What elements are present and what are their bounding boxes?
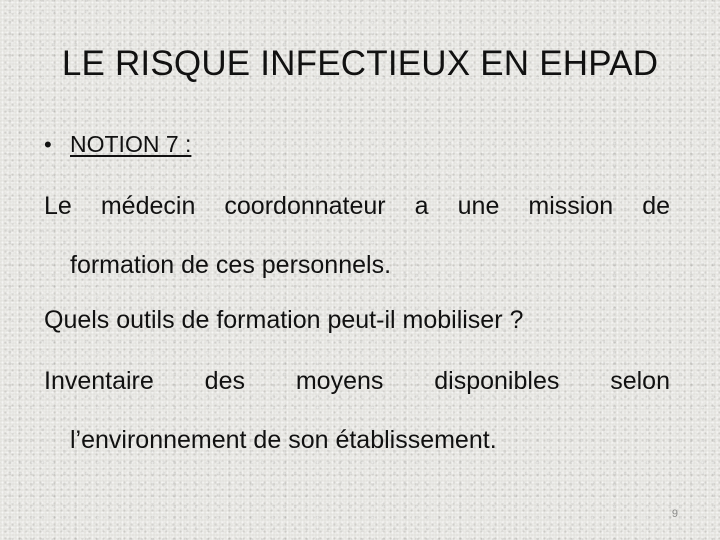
- page-number: 9: [671, 508, 678, 520]
- paragraph-mission: [44, 177, 670, 295]
- paragraph-inventory-line-1: Inventaire des moyens disponibles selon: [44, 367, 670, 395]
- paragraph-mission-line-2: formation de ces personnels.: [70, 251, 392, 279]
- paragraph-inventory: [44, 352, 670, 470]
- slide-title: LE RISQUE INFECTIEUX EN EHPAD: [61, 44, 659, 83]
- bullet-icon: •: [44, 132, 52, 157]
- notion-label: NOTION 7 :: [70, 131, 192, 157]
- paragraph-inventory-line-2: l’environnement de son établissement.: [70, 426, 497, 454]
- paragraph-question: [44, 291, 670, 350]
- bullet-item: [44, 131, 191, 158]
- paragraph-mission-line-1: Le médecin coordonnateur a une mission de: [44, 192, 670, 220]
- paragraph-question-line-1: Quels outils de formation peut-il mobiliser ?: [44, 306, 524, 334]
